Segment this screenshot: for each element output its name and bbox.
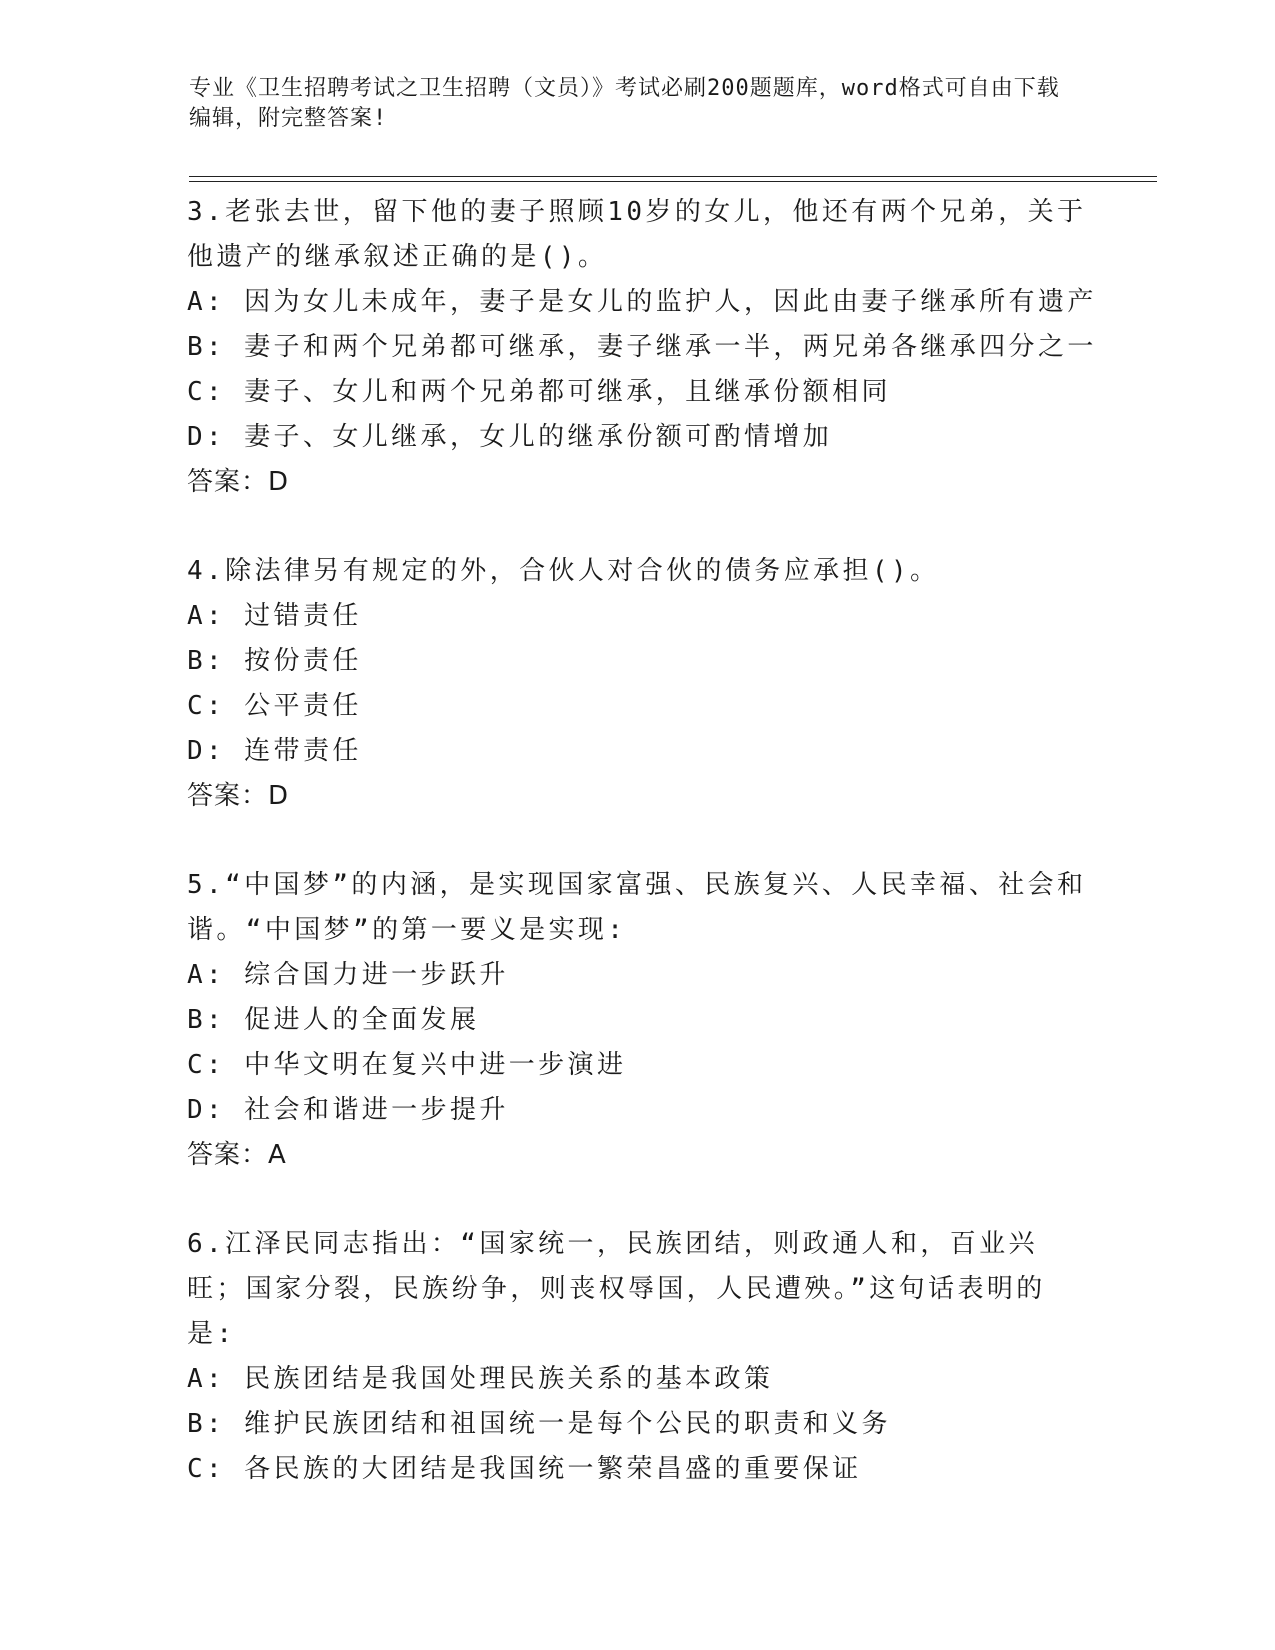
option-c: C: 各民族的大团结是我国统一繁荣昌盛的重要保证 xyxy=(187,1454,862,1484)
option-d: D: 连带责任 xyxy=(187,736,362,766)
option-b: B: 促进人的全面发展 xyxy=(187,1005,480,1035)
answer-line: 答案：A xyxy=(187,1140,287,1170)
option-c: C: 中华文明在复兴中进一步演进 xyxy=(187,1050,627,1080)
option-b: B: 妻子和两个兄弟都可继承，妻子继承一半，两兄弟各继承四分之一 xyxy=(187,332,1097,362)
answer-line: 答案：D xyxy=(187,781,290,811)
question-stem: 3.老张去世，留下他的妻子照顾10岁的女儿，他还有两个兄弟，关于他遗产的继承叙述正确的是()。 xyxy=(187,197,1087,272)
question-item xyxy=(187,190,1097,505)
option-a: A: 因为女儿未成年，妻子是女儿的监护人，因此由妻子继承所有遗产 xyxy=(187,287,1097,317)
option-a: A: 民族团结是我国处理民族关系的基本政策 xyxy=(187,1364,774,1394)
option-d: D: 妻子、女儿继承，女儿的继承份额可酌情增加 xyxy=(187,422,833,452)
header-divider-bottom xyxy=(189,181,1157,182)
question-stem: 4.除法律另有规定的外，合伙人对合伙的债务应承担()。 xyxy=(187,556,940,586)
option-c: C: 妻子、女儿和两个兄弟都可继承，且继承份额相同 xyxy=(187,377,891,407)
option-c: C: 公平责任 xyxy=(187,691,362,721)
option-a: A: 综合国力进一步跃升 xyxy=(187,960,509,990)
answer-line: 答案：D xyxy=(187,467,290,497)
header-divider-top xyxy=(189,176,1157,177)
question-item xyxy=(187,549,1087,819)
question-list xyxy=(187,190,1097,1536)
question-item xyxy=(187,863,1087,1178)
question-stem: 5.“中国梦”的内涵，是实现国家富强、民族复兴、人民幸福、社会和谐。“中国梦”的第一要义是实现: xyxy=(187,870,1087,945)
document-header: 专业《卫生招聘考试之卫生招聘（文员）》考试必刷200题题库，word格式可自由下载编辑，附完整答案! xyxy=(189,76,1060,131)
option-b: B: 维护民族团结和祖国统一是每个公民的职责和义务 xyxy=(187,1409,891,1439)
option-b: B: 按份责任 xyxy=(187,646,362,676)
option-a: A: 过错责任 xyxy=(187,601,362,631)
question-item xyxy=(187,1222,1087,1492)
option-d: D: 社会和谐进一步提升 xyxy=(187,1095,509,1125)
question-stem: 6.江泽民同志指出：“国家统一，民族团结，则政通人和，百业兴旺；国家分裂，民族纷争，则丧权辱国，人民遭殃。”这句话表明的是: xyxy=(187,1229,1046,1349)
